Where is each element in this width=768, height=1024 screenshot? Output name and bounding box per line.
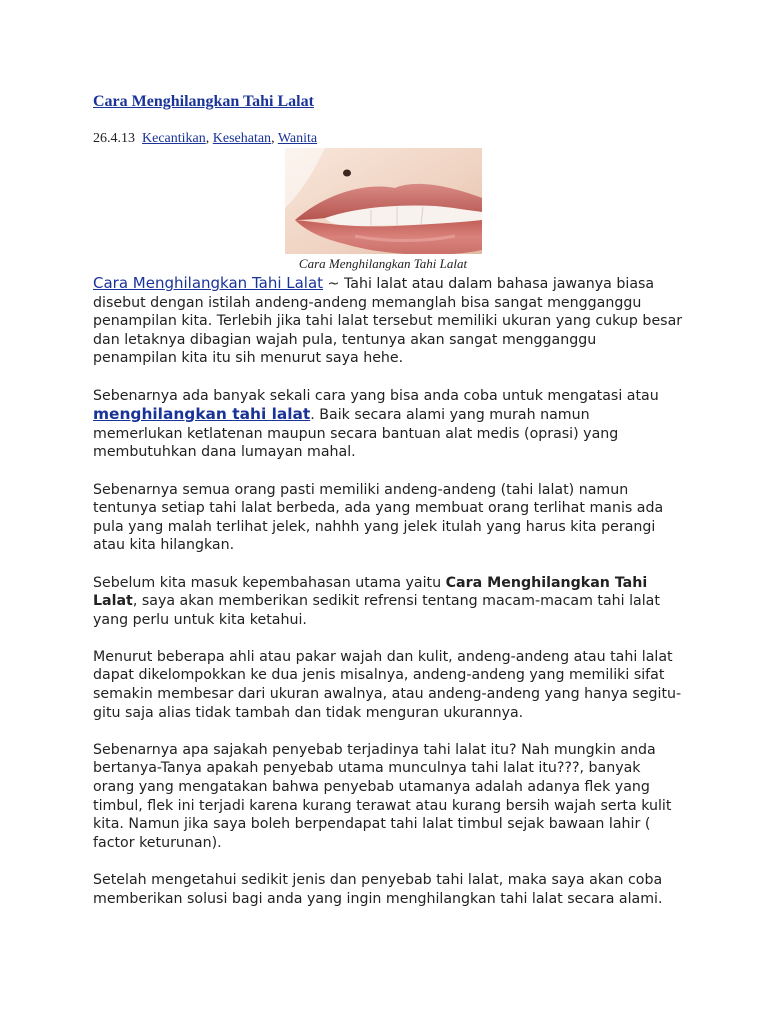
inline-link-menghilangkan[interactable]: menghilangkan tahi lalat bbox=[93, 405, 311, 424]
paragraph-2-text-after: . Baik secara alami yang murah namun memerlukan ketlatenan maupun secara bantuan alat medis (oprasi) yang membutuhkan dana lumayan mahal. bbox=[93, 407, 619, 461]
bold-keyword: Cara Menghilangkan Tahi Lalat bbox=[93, 574, 648, 610]
paragraph-4-text-after: , saya akan memberikan sedikit refrensi tentang macam-macam tahi lalat yang perlu untuk kita ketahui. bbox=[93, 593, 660, 628]
paragraph-3: Sebenarnya semua orang pasti memiliki andeng-andeng (tahi lalat) namun tentunya setiap tahi lalat berbeda, ada yang membuat orang terlihat manis ada pula yang malah terlihat jelek, nahhh yang jelek itulah yang harus kita perangi atau kita hilangkan. bbox=[93, 481, 664, 554]
article-image-lips-mole bbox=[285, 148, 482, 254]
paragraph-7: Setelah mengetahui sedikit jenis dan penyebab tahi lalat, maka saya akan coba memberikan solusi bagi anda yang ingin menghilangkan tahi lalat secara alami. bbox=[93, 872, 663, 907]
paragraph-6: Sebenarnya apa sajakah penyebab terjadinya tahi lalat itu? Nah mungkin anda bertanya-Tanya apakah penyebab utama munculnya tahi lalat itu???, banyak orang yang mengatakan bahwa penyebab utamanya adalah adanya flek yang timbul, flek ini terjadi karena kurang terawat atau kurang bersih wajah serta kulit kita. Namun jika saya boleh berpendapat tahi lalat timbul sejak bawaan lahir ( factor keturunan). bbox=[93, 741, 672, 851]
intro-link[interactable]: Cara Menghilangkan Tahi Lalat bbox=[93, 274, 324, 292]
image-caption: Cara Menghilangkan Tahi Lalat bbox=[298, 256, 468, 271]
paragraph-2-text-before: Sebenarnya ada banyak sekali cara yang bisa anda coba untuk mengatasi atau bbox=[93, 387, 659, 404]
article-title-link[interactable]: Cara Menghilangkan Tahi Lalat bbox=[93, 93, 314, 110]
paragraph-4-text-before: Sebelum kita masuk kepembahasan utama yaitu bbox=[93, 574, 446, 591]
post-meta: 26.4.13 Kecantikan, Kesehatan, Wanita bbox=[93, 131, 318, 146]
paragraph-2 bbox=[93, 387, 683, 462]
label-link-wanita[interactable]: Wanita bbox=[277, 131, 318, 146]
label-link-kecantikan[interactable]: Kecantikan bbox=[142, 131, 206, 146]
post-date: 26.4.13 bbox=[93, 131, 135, 146]
article-body bbox=[93, 274, 683, 927]
paragraph-1-text: ~ Tahi lalat atau dalam bahasa jawanya biasa disebut dengan istilah andeng-andeng memanglah bisa sangat mengganggu penampilan kita. Terlebih jika tahi lalat tersebut memiliki ukuran yang cukup besar dan letaknya dibagian wajah pula, tentunya akan sangat mengganggu penampilan kita itu sih menurut saya hehe. bbox=[93, 276, 683, 367]
paragraph-1 bbox=[93, 274, 683, 368]
paragraph-5: Menurut beberapa ahli atau pakar wajah dan kulit, andeng-andeng atau tahi lalat dapat dikelompokkan ke dua jenis misalnya, andeng-andeng yang memiliki sifat semakin membesar dari ukuran awalnya, atau andeng-andeng yang hanya segitu-gitu saja alias tidak tambah dan tidak menguran ukurannya. bbox=[93, 648, 682, 721]
paragraph-4 bbox=[93, 574, 683, 630]
label-link-kesehatan[interactable]: Kesehatan bbox=[212, 131, 272, 146]
